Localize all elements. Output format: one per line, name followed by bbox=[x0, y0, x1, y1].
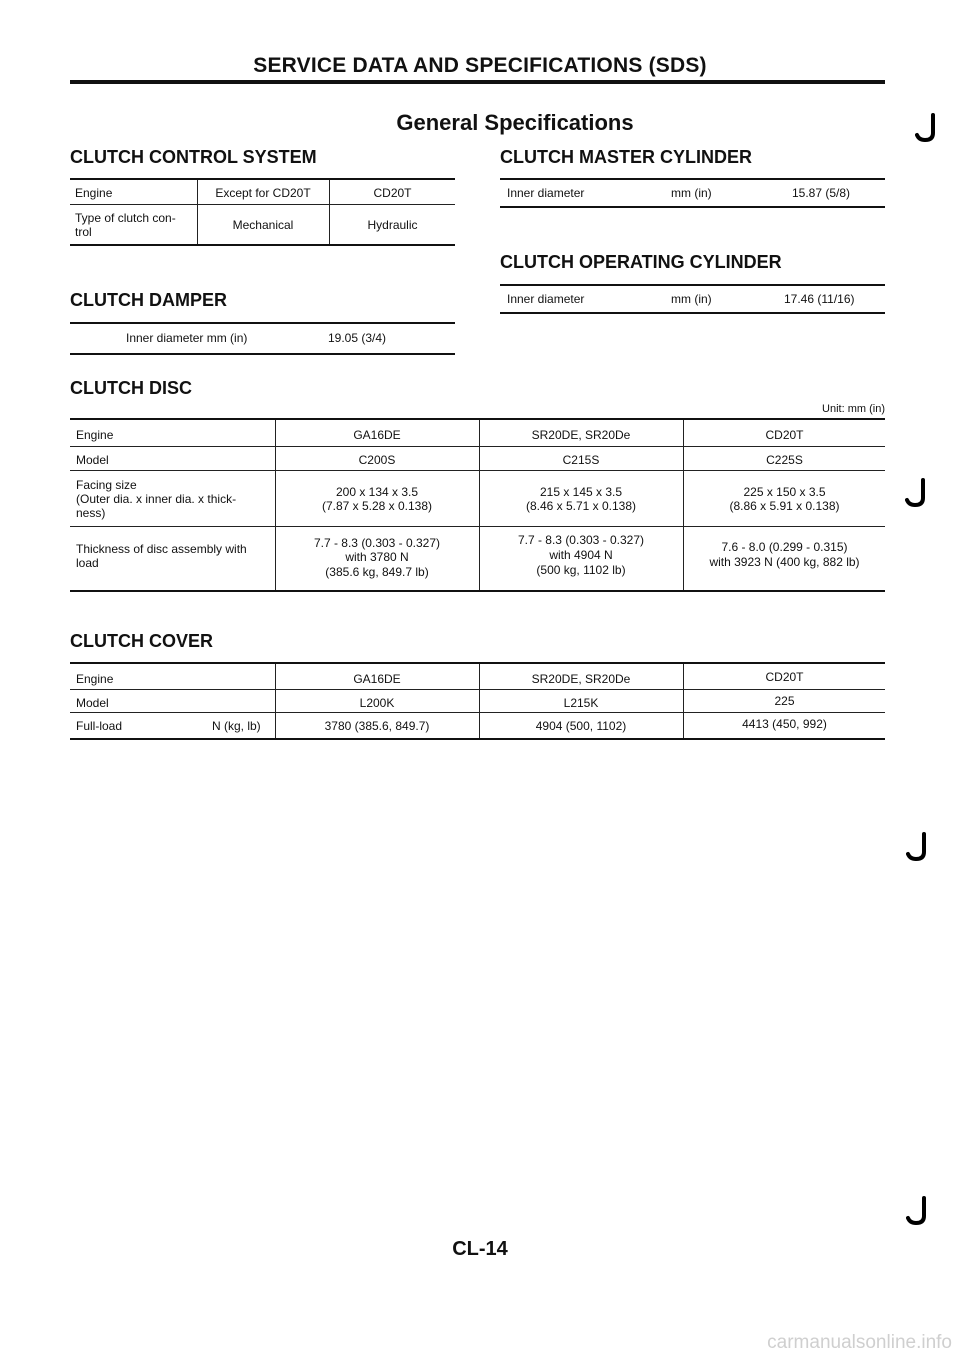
thickness-sr20de-line1: 7.7 - 8.3 (0.303 - 0.327) bbox=[517, 533, 645, 547]
master-value: 15.87 (5/8) bbox=[792, 186, 851, 200]
table-rule bbox=[70, 689, 885, 690]
type-col1: Mechanical bbox=[232, 218, 294, 232]
disc-engine-sr20de: SR20DE, SR20De bbox=[531, 428, 631, 442]
table-rule bbox=[70, 526, 885, 527]
engine-label: Engine bbox=[75, 186, 113, 200]
master-cylinder-heading: CLUTCH MASTER CYLINDER bbox=[500, 147, 752, 167]
damper-value: 19.05 (3/4) bbox=[328, 331, 387, 345]
page-number: CL-14 bbox=[452, 1238, 508, 1260]
table-rule bbox=[500, 284, 885, 286]
cover-engine-ga16de: GA16DE bbox=[353, 672, 401, 686]
thickness-sr20de-line3: (500 kg, 1102 lb) bbox=[536, 563, 626, 577]
facing-sr20de-line1: 215 x 145 x 3.5 bbox=[539, 485, 623, 499]
column-divider bbox=[479, 664, 480, 740]
column-divider bbox=[479, 420, 480, 592]
table-rule bbox=[70, 712, 885, 713]
master-label: Inner diameter bbox=[507, 186, 585, 200]
table-rule bbox=[70, 322, 455, 324]
title-rule bbox=[70, 80, 885, 84]
clutch-control-heading: CLUTCH CONTROL SYSTEM bbox=[70, 147, 317, 167]
cover-fullload-label: Full-load bbox=[76, 719, 123, 733]
cover-fullload-sr20de: 4904 (500, 1102) bbox=[535, 719, 627, 733]
thickness-cd20t-line1: 7.6 - 8.0 (0.299 - 0.315) bbox=[721, 540, 848, 554]
disc-engine-cd20t: CD20T bbox=[765, 428, 804, 442]
facing-ga16de-line1: 200 x 134 x 3.5 bbox=[335, 485, 419, 499]
facing-sr20de-line2: (8.46 x 5.71 x 0.138) bbox=[525, 499, 637, 513]
column-divider bbox=[275, 420, 276, 592]
table-rule bbox=[70, 178, 455, 180]
thickness-label-line1: Thickness of disc assembly with bbox=[76, 542, 247, 556]
operating-label: Inner diameter bbox=[507, 292, 585, 306]
table-rule bbox=[70, 204, 455, 205]
facing-label-line3: ness) bbox=[76, 506, 106, 520]
damper-label: Inner diameter mm (in) bbox=[126, 331, 248, 345]
table-rule bbox=[70, 470, 885, 471]
disc-engine-label: Engine bbox=[76, 428, 114, 442]
disc-model-c225s: C225S bbox=[766, 453, 803, 467]
master-unit: mm (in) bbox=[671, 186, 712, 200]
hook-mark-icon bbox=[905, 478, 929, 508]
facing-label-line1: Facing size bbox=[76, 478, 137, 492]
cover-model-l200k: L200K bbox=[359, 696, 395, 710]
cover-engine-cd20t: CD20T bbox=[765, 670, 804, 684]
operating-cylinder-heading: CLUTCH OPERATING CYLINDER bbox=[500, 252, 782, 272]
type-label-line2: trol bbox=[75, 225, 92, 239]
facing-label-line2: (Outer dia. x inner dia. x thick- bbox=[76, 492, 237, 506]
table-rule bbox=[70, 738, 885, 740]
cover-fullload-unit: N (kg, lb) bbox=[212, 719, 261, 733]
column-divider bbox=[683, 420, 684, 592]
operating-value: 17.46 (11/16) bbox=[784, 292, 855, 306]
table-rule bbox=[500, 206, 885, 208]
engine-col2: CD20T bbox=[373, 186, 412, 200]
table-rule bbox=[70, 418, 885, 420]
thickness-ga16de-line1: 7.7 - 8.3 (0.303 - 0.327) bbox=[313, 536, 441, 550]
cover-model-225: 225 bbox=[774, 694, 795, 708]
disc-model-c200s: C200S bbox=[358, 453, 396, 467]
thickness-cd20t-line2: with 3923 N (400 kg, 882 lb) bbox=[709, 555, 860, 569]
table-rule bbox=[70, 446, 885, 447]
clutch-disc-heading: CLUTCH DISC bbox=[70, 378, 192, 398]
thickness-ga16de-line3: (385.6 kg, 849.7 lb) bbox=[325, 565, 429, 579]
type-col2: Hydraulic bbox=[367, 218, 418, 232]
hook-mark-icon bbox=[906, 1196, 930, 1226]
disc-engine-ga16de: GA16DE bbox=[353, 428, 401, 442]
thickness-label-line2: load bbox=[76, 556, 99, 570]
table-rule bbox=[70, 662, 885, 664]
cover-model-l215k: L215K bbox=[563, 696, 599, 710]
table-rule bbox=[500, 178, 885, 180]
column-divider bbox=[329, 180, 330, 244]
cover-fullload-cd20t: 4413 (450, 992) bbox=[742, 717, 827, 731]
table-rule bbox=[70, 244, 455, 246]
watermark: carmanualsonline.info bbox=[767, 1332, 952, 1353]
hook-mark-icon bbox=[906, 832, 930, 862]
page-title: SERVICE DATA AND SPECIFICATIONS (SDS) bbox=[253, 54, 707, 77]
column-divider bbox=[197, 180, 198, 244]
cover-model-label: Model bbox=[76, 696, 109, 710]
hook-mark-icon bbox=[915, 113, 939, 143]
thickness-sr20de-line2: with 4904 N bbox=[549, 548, 613, 562]
disc-model-label: Model bbox=[76, 453, 109, 467]
column-divider bbox=[683, 664, 684, 740]
section-title: General Specifications bbox=[396, 110, 634, 135]
table-rule bbox=[70, 353, 455, 355]
disc-model-c215s: C215S bbox=[562, 453, 600, 467]
thickness-ga16de-line2: with 3780 N bbox=[345, 550, 409, 564]
facing-cd20t-line2: (8.86 x 5.91 x 0.138) bbox=[729, 499, 840, 513]
facing-ga16de-line2: (7.87 x 5.28 x 0.138) bbox=[321, 499, 433, 513]
clutch-cover-heading: CLUTCH COVER bbox=[70, 631, 213, 651]
type-label-line1: Type of clutch con- bbox=[75, 211, 176, 225]
table-rule bbox=[70, 590, 885, 592]
table-rule bbox=[500, 312, 885, 314]
column-divider bbox=[275, 664, 276, 740]
engine-col1: Except for CD20T bbox=[215, 186, 311, 200]
cover-fullload-ga16de: 3780 (385.6, 849.7) bbox=[324, 719, 430, 733]
cover-engine-label: Engine bbox=[76, 672, 114, 686]
clutch-damper-heading: CLUTCH DAMPER bbox=[70, 290, 227, 310]
cover-engine-sr20de: SR20DE, SR20De bbox=[531, 672, 631, 686]
operating-unit: mm (in) bbox=[671, 292, 712, 306]
facing-cd20t-line1: 225 x 150 x 3.5 bbox=[743, 485, 826, 499]
unit-note: Unit: mm (in) bbox=[822, 403, 885, 415]
